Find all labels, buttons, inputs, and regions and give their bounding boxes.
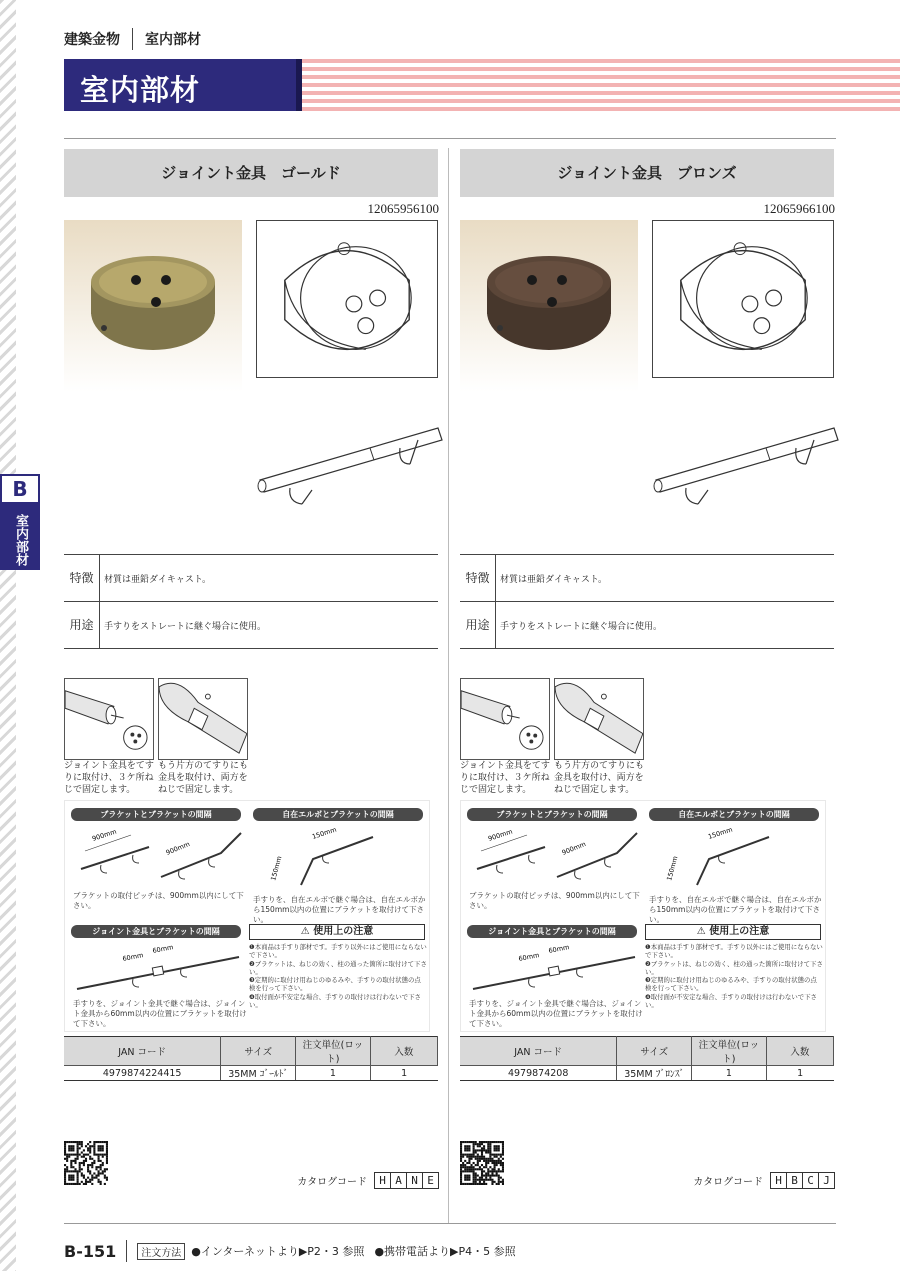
product-photo bbox=[64, 220, 242, 392]
product-photo bbox=[460, 220, 638, 392]
number-badge-icon: ❸ bbox=[249, 976, 255, 984]
jan-code-cell: 4979874208 bbox=[460, 1066, 617, 1081]
caution-list bbox=[249, 943, 427, 1009]
spec-table bbox=[64, 554, 438, 649]
elbow-interval-drawing bbox=[649, 825, 821, 891]
table-header: 入数 bbox=[370, 1037, 437, 1066]
dim-60-b: 60mm bbox=[151, 943, 174, 955]
caution-item: ❷ブラケットは、ねじの効く、柱の通った箇所に取付けて下さい。 bbox=[645, 959, 823, 976]
product-line-drawing bbox=[652, 220, 834, 378]
elbow-interval-note: 手すりを、自在エルボで継ぐ場合は、自在エルボから150mm以内の位置にブラケットを取付けて下さい。 bbox=[253, 895, 426, 924]
warning-icon: ⚠ bbox=[300, 926, 310, 937]
step1-text: ジョイント金具をてすりに取付け、３ケ所ねじで固定します。 bbox=[64, 761, 154, 795]
number-badge-icon: ❶ bbox=[645, 943, 651, 951]
catalog-code-label: カタログコード bbox=[693, 1177, 763, 1188]
left-stripe-border bbox=[0, 0, 16, 1271]
table-header: JAN コード bbox=[64, 1037, 221, 1066]
quantity-cell: 1 bbox=[766, 1066, 833, 1081]
spec-key: 特徴 bbox=[64, 555, 100, 601]
side-tab-letter: B bbox=[0, 474, 40, 504]
catalog-code bbox=[297, 1172, 439, 1189]
dim-900-b: 900mm bbox=[164, 840, 192, 857]
caution-item: ❶本商品は手すり部材です。手すり以外にはご使用にならないで下さい。 bbox=[645, 943, 823, 959]
dim-900-a: 900mm bbox=[487, 827, 514, 843]
catalog-code-char: B bbox=[786, 1172, 803, 1189]
product-table bbox=[460, 1036, 834, 1081]
bracket-interval-title: ブラケットとブラケットの間隔 bbox=[71, 808, 241, 821]
dim-150-a: 150mm bbox=[707, 825, 734, 841]
table-header: 注文単位(ロット) bbox=[692, 1037, 767, 1066]
table-header: 入数 bbox=[766, 1037, 833, 1066]
step1-image bbox=[460, 678, 550, 760]
spec-row bbox=[460, 602, 834, 649]
product-table bbox=[64, 1036, 438, 1081]
number-badge-icon: ❷ bbox=[645, 959, 651, 968]
bracket-interval-title: ブラケットとブラケットの間隔 bbox=[467, 808, 637, 821]
table-header: JAN コード bbox=[460, 1037, 617, 1066]
bracket-interval-drawing bbox=[467, 825, 641, 887]
footer-divider bbox=[126, 1240, 127, 1262]
caution-list bbox=[645, 943, 823, 1009]
side-tab-label: 室内部材 bbox=[0, 504, 40, 570]
spec-row bbox=[64, 602, 438, 649]
joint-interval-drawing bbox=[71, 941, 245, 997]
column-divider bbox=[448, 148, 449, 1223]
caution-title: 使用上の注意 bbox=[313, 926, 374, 937]
step2-image bbox=[554, 678, 644, 760]
step2-image bbox=[158, 678, 248, 760]
bracket-interval-drawing bbox=[71, 825, 245, 887]
catalog-code-boxes bbox=[375, 1172, 439, 1189]
caution-item: ❹取付面が不安定な場合、手すりの取付けは行わないで下さい。 bbox=[249, 992, 421, 1009]
product-column bbox=[64, 0, 439, 1271]
catalog-code bbox=[693, 1172, 835, 1189]
dim-150-a: 150mm bbox=[311, 825, 338, 841]
spec-value: 材質は亜鉛ダイキャスト。 bbox=[104, 574, 212, 585]
caution-item: ❸定期的に取付け用ねじのゆるみや、手すりの取付状態の点検を行って下さい。 bbox=[645, 976, 817, 992]
caution-item: ❹取付面が不安定な場合、手すりの取付けは行わないで下さい。 bbox=[645, 992, 817, 1009]
table-row bbox=[64, 1066, 438, 1081]
dim-900-a: 900mm bbox=[91, 827, 118, 843]
installation-guide bbox=[460, 800, 826, 1032]
qr-code[interactable] bbox=[460, 1141, 504, 1185]
joint-interval-title: ジョイント金具とブラケットの間隔 bbox=[467, 925, 637, 938]
spec-table bbox=[460, 554, 834, 649]
caution-heading bbox=[645, 924, 821, 940]
side-index-tab[interactable] bbox=[0, 474, 40, 570]
product-name: ジョイント金具 ゴールド bbox=[64, 149, 438, 197]
table-row bbox=[460, 1066, 834, 1081]
number-badge-icon: ❷ bbox=[249, 959, 255, 968]
size-cell: 35MM ﾌﾞﾛﾝｽﾞ bbox=[617, 1066, 692, 1081]
spec-row bbox=[64, 555, 438, 602]
catalog-code-char: E bbox=[422, 1172, 439, 1189]
product-code: 12065966100 bbox=[763, 201, 835, 216]
spec-value: 手すりをストレートに継ぐ場合に使用。 bbox=[500, 621, 663, 632]
size-cell: 35MM ｺﾞｰﾙﾄﾞ bbox=[221, 1066, 296, 1081]
dim-150-b: 150mm bbox=[269, 855, 284, 882]
quantity-cell: 1 bbox=[370, 1066, 437, 1081]
catalog-code-label: カタログコード bbox=[297, 1177, 367, 1188]
number-badge-icon: ❶ bbox=[249, 943, 255, 951]
catalog-code-boxes bbox=[771, 1172, 835, 1189]
breadcrumb-sub[interactable]: 室内部材 bbox=[145, 32, 201, 48]
elbow-interval-title: 自在エルボとブラケットの間隔 bbox=[253, 808, 423, 821]
spec-row bbox=[460, 555, 834, 602]
spec-key: 用途 bbox=[460, 602, 496, 648]
handrail-drawing bbox=[646, 418, 842, 510]
spec-value: 材質は亜鉛ダイキャスト。 bbox=[500, 574, 608, 585]
product-code: 12065956100 bbox=[367, 201, 439, 216]
step1-text: ジョイント金具をてすりに取付け、３ケ所ねじで固定します。 bbox=[460, 761, 550, 795]
page-title: 室内部材 bbox=[64, 59, 296, 111]
handrail-drawing bbox=[250, 418, 446, 510]
lot-cell: 1 bbox=[296, 1066, 371, 1081]
spec-value: 手すりをストレートに継ぐ場合に使用。 bbox=[104, 621, 267, 632]
catalog-code-char: C bbox=[802, 1172, 819, 1189]
spec-key: 用途 bbox=[64, 602, 100, 648]
table-header: 注文単位(ロット) bbox=[296, 1037, 371, 1066]
catalog-code-char: H bbox=[770, 1172, 787, 1189]
mobile-order-link[interactable]: ●携帯電話より▶P4・5 参照 bbox=[374, 1245, 516, 1258]
table-header-row bbox=[460, 1037, 834, 1066]
caution-title: 使用上の注意 bbox=[709, 926, 770, 937]
table-header: サイズ bbox=[617, 1037, 692, 1066]
step2-text: もう片方のてすりにも金具を取付け、両方をねじで固定します。 bbox=[554, 761, 645, 795]
dim-900-b: 900mm bbox=[560, 840, 588, 857]
installation-guide bbox=[64, 800, 430, 1032]
number-badge-icon: ❹ bbox=[249, 992, 255, 1001]
footer bbox=[64, 1240, 516, 1262]
spec-key: 特徴 bbox=[460, 555, 496, 601]
table-header-row bbox=[64, 1037, 438, 1066]
catalog-code-char: N bbox=[406, 1172, 423, 1189]
caution-heading bbox=[249, 924, 425, 940]
elbow-interval-note: 手すりを、自在エルボで継ぐ場合は、自在エルボから150mm以内の位置にブラケットを取付けて下さい。 bbox=[649, 895, 822, 924]
caution-item: ❶本商品は手すり部材です。手すり以外にはご使用にならないで下さい。 bbox=[249, 943, 427, 959]
catalog-code-char: H bbox=[374, 1172, 391, 1189]
qr-code[interactable] bbox=[64, 1141, 108, 1185]
number-badge-icon: ❸ bbox=[645, 976, 651, 984]
breadcrumb-section[interactable]: 建築金物 bbox=[64, 32, 120, 48]
table-header: サイズ bbox=[221, 1037, 296, 1066]
number-badge-icon: ❹ bbox=[645, 992, 651, 1001]
dim-60-a: 60mm bbox=[517, 951, 540, 963]
dim-150-b: 150mm bbox=[665, 855, 680, 882]
step2-text: もう片方のてすりにも金具を取付け、両方をねじで固定します。 bbox=[158, 761, 249, 795]
elbow-interval-title: 自在エルボとブラケットの間隔 bbox=[649, 808, 819, 821]
bracket-interval-note: ブラケットの取付ピッチは、900mm以内にして下さい。 bbox=[73, 891, 244, 910]
page-number: B-151 bbox=[64, 1241, 117, 1261]
order-method-label: 注文方法 bbox=[137, 1243, 185, 1260]
product-column bbox=[460, 0, 835, 1271]
catalog-code-char: A bbox=[390, 1172, 407, 1189]
joint-interval-note: 手すりを、ジョイント金具で継ぐ場合は、ジョイント金具から60mm以内の位置にブラケットを取付けて下さい。 bbox=[73, 999, 247, 1028]
caution-item: ❷ブラケットは、ねじの効く、柱の通った箇所に取付けて下さい。 bbox=[249, 959, 427, 976]
bracket-interval-note: ブラケットの取付ピッチは、900mm以内にして下さい。 bbox=[469, 891, 640, 910]
jan-code-cell: 4979874224415 bbox=[64, 1066, 221, 1081]
step1-image bbox=[64, 678, 154, 760]
internet-order-link[interactable]: ●インターネットより▶P2・3 参照 bbox=[191, 1245, 365, 1258]
elbow-interval-drawing bbox=[253, 825, 425, 891]
dim-60-b: 60mm bbox=[547, 943, 570, 955]
catalog-code-char: J bbox=[818, 1172, 835, 1189]
lot-cell: 1 bbox=[692, 1066, 767, 1081]
dim-60-a: 60mm bbox=[121, 951, 144, 963]
joint-interval-title: ジョイント金具とブラケットの間隔 bbox=[71, 925, 241, 938]
product-name: ジョイント金具 ブロンズ bbox=[460, 149, 834, 197]
joint-interval-note: 手すりを、ジョイント金具で継ぐ場合は、ジョイント金具から60mm以内の位置にブラケットを取付けて下さい。 bbox=[469, 999, 643, 1028]
joint-interval-drawing bbox=[467, 941, 641, 997]
product-line-drawing bbox=[256, 220, 438, 378]
warning-icon: ⚠ bbox=[696, 926, 706, 937]
caution-item: ❸定期的に取付け用ねじのゆるみや、手すりの取付状態の点検を行って下さい。 bbox=[249, 976, 421, 992]
